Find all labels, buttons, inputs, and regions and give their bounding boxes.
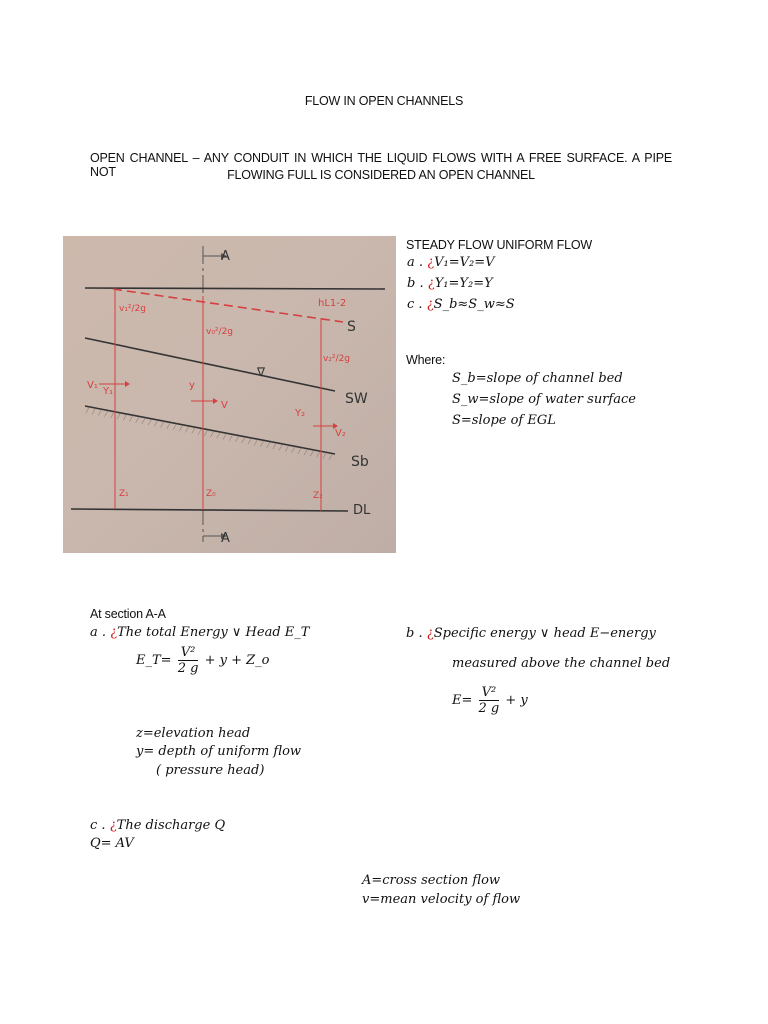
label-y2: Y₂ — [295, 408, 306, 419]
eq-a-marker: ¿ — [427, 255, 435, 270]
label-v2-2g: v₂²/2g — [323, 354, 351, 364]
intro-line-2: FLOWING FULL IS CONSIDERED AN OPEN CHANNEL — [227, 168, 535, 182]
et-lhs: E_T= — [136, 653, 172, 668]
label-vo-2g: v₀²/2g — [206, 327, 234, 337]
label-headloss: hL1-2 — [318, 298, 347, 309]
open-channel-diagram — [63, 236, 396, 553]
eq-c-marker: ¿ — [426, 297, 434, 312]
section-a-line — [90, 625, 309, 640]
label-y1: Y₁ — [103, 386, 114, 397]
label-a-top: A — [221, 249, 230, 264]
a-definition: A=cross section flow — [362, 873, 501, 888]
label-v1: V₁ — [87, 380, 98, 391]
steady-eq-b — [407, 276, 493, 291]
eq-c-prefix: c . — [407, 297, 423, 312]
e-equation — [452, 685, 528, 716]
where-sb: S_b=slope of channel bed — [452, 371, 623, 386]
pressure-head: ( pressure head) — [156, 763, 265, 778]
b-marker: ¿ — [426, 626, 434, 641]
eq-a-body: V₁=V₂=V — [434, 255, 495, 270]
section-b-line — [406, 626, 656, 641]
b-prefix: b . — [406, 626, 423, 641]
c-prefix: c . — [90, 818, 106, 833]
label-z2: Z₂ — [313, 491, 323, 501]
v-definition: v=mean velocity of flow — [362, 892, 521, 907]
label-a-bottom: A — [221, 531, 230, 546]
et-numerator: V² — [178, 645, 199, 661]
a-text: The total Energy ∨ Head E_T — [117, 625, 310, 640]
label-v1-2g: v₁²/2g — [119, 304, 147, 314]
et-fraction — [178, 645, 199, 676]
label-v2: V₂ — [335, 428, 346, 439]
e-numerator: V² — [479, 685, 500, 701]
z-definition: z=elevation head — [136, 726, 251, 741]
a-marker: ¿ — [110, 625, 118, 640]
where-sw: S_w=slope of water surface — [452, 392, 636, 407]
c-text: The discharge Q — [116, 818, 226, 833]
label-z1: Z₁ — [119, 489, 129, 499]
eq-a-prefix: a . — [407, 255, 424, 270]
section-label: At section A-A — [90, 607, 166, 621]
energy-reference-line — [85, 288, 385, 289]
where-s: S=slope of EGL — [452, 413, 556, 428]
eq-b-body: Y₁=Y₂=Y — [434, 276, 493, 291]
steady-flow-heading: STEADY FLOW UNIFORM FLOW — [406, 238, 592, 252]
page-title: FLOW IN OPEN CHANNELS — [304, 94, 464, 108]
e-lhs: E= — [452, 693, 473, 708]
e-fraction — [479, 685, 500, 716]
intro-line-1: OPEN CHANNEL – ANY CONDUIT IN WHICH THE LIQUID FLOWS WITH A FREE SURFACE. A PIPE NOT — [90, 151, 672, 179]
eq-b-marker: ¿ — [427, 276, 435, 291]
label-sw: SW — [345, 391, 368, 407]
section-c-line — [90, 818, 225, 833]
eq-c-body: S_b≈S_w≈S — [433, 297, 515, 312]
water-surface-icon: ∇ — [257, 365, 266, 379]
c-marker: ¿ — [109, 818, 117, 833]
label-sb: Sb — [351, 454, 369, 470]
e-rest: + y — [505, 693, 528, 708]
steady-eq-c — [407, 297, 515, 312]
e-denominator: 2 g — [478, 701, 500, 716]
label-y: y — [189, 380, 195, 391]
y-definition: y= depth of uniform flow — [136, 744, 302, 759]
eq-b-prefix: b . — [407, 276, 424, 291]
where-label: Where: — [406, 353, 446, 367]
b-text-line2: measured above the channel bed — [452, 656, 671, 671]
label-dl: DL — [353, 503, 371, 518]
q-equation: Q= AV — [90, 836, 134, 851]
steady-eq-a — [407, 255, 495, 270]
label-zo: Z₀ — [206, 489, 216, 499]
label-s: S — [347, 319, 356, 335]
et-equation — [136, 645, 269, 676]
b-text: Specific energy ∨ head E−energy — [433, 626, 656, 641]
et-rest: + y + Z_o — [204, 653, 270, 668]
et-denominator: 2 g — [177, 661, 199, 676]
label-v: V — [221, 400, 228, 411]
a-prefix: a . — [90, 625, 107, 640]
